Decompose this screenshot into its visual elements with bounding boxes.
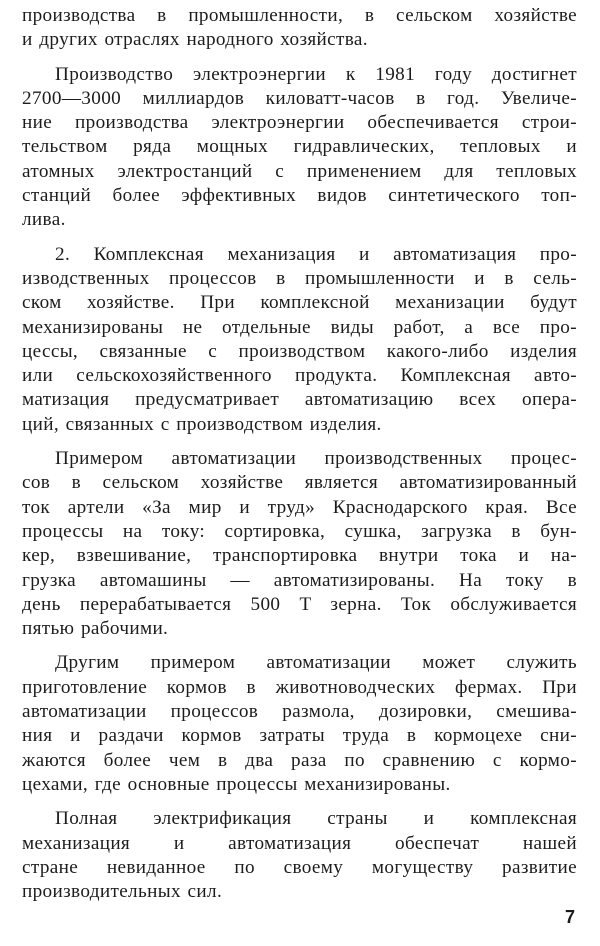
text-line: механизированы не отдельные виды работ, а все про- (22, 316, 577, 338)
paragraph-conclusion (22, 807, 577, 904)
paragraph-complex-mechanization (22, 243, 577, 437)
text-line: стране невиданное по своему могуществу развитие (22, 856, 577, 878)
text-line: лива. (22, 209, 66, 231)
text-line: цехами, где основные процессы механизированы. (22, 773, 451, 795)
text-line: ций, связанных с производством изделия. (22, 413, 382, 435)
text-line: грузка автомашины — автоматизированы. На току в (22, 569, 577, 591)
text-line: или сельскохозяйственного продукта. Комплексная авто- (22, 365, 577, 387)
text-line: Примером автоматизации производственных процес- (55, 448, 577, 470)
text-line: процессы на току: сортировка, сушка, загрузка в бун- (22, 520, 577, 542)
text-line: ние производства электроэнергии обеспечивается строи- (22, 112, 577, 134)
paragraph-continuation (22, 4, 577, 53)
text-line: день перерабатывается 500 T зерна. Ток обслуживается (22, 593, 577, 615)
text-line: производства в промышленности, в сельском хозяйстве (22, 5, 577, 26)
text-line: и других отраслях народного хозяйства. (22, 29, 368, 51)
text-line: приготовление кормов в животноводческих фермах. При (22, 676, 577, 698)
text-line: матизация предусматривает автоматизацию всех опера- (22, 389, 577, 411)
text-line: Производство электроэнергии к 1981 году достигнет (55, 63, 577, 85)
text-line: станций более эффективных видов синтетического топ- (22, 185, 577, 207)
text-line: пятью рабочими. (22, 618, 169, 640)
text-line: ток артели «За мир и труд» Краснодарского края. Все (22, 496, 577, 518)
text-line: механизация и автоматизация обеспечат нашей (22, 832, 577, 854)
text-line: тельством ряда мощных гидравлических, тепловых и (22, 136, 577, 158)
text-line: производительных сил. (22, 881, 223, 903)
page-number: 7 (565, 907, 576, 927)
text-line: атомных электростанций с применением для тепловых (22, 160, 577, 182)
text-line: изводственных процессов в промышленности и в сель- (22, 267, 577, 289)
text-line: Полная электрификация страны и комплексная (55, 808, 577, 830)
text-line: кер, взвешивание, транспортировка внутри тока и на- (22, 545, 577, 567)
text-line: автоматизации процессов размола, дозировки, смешива- (22, 701, 577, 723)
paragraph-feed-preparation (22, 651, 577, 797)
text-line: Другим примером автоматизации может служить (55, 652, 577, 674)
text-line: 2. Комплексная механизация и автоматизация про- (55, 243, 577, 265)
text-line: ния и раздачи кормов затраты труда в кормоцехе сни- (22, 725, 577, 747)
text-line: жаются более чем в два раза по сравнению с кормо- (22, 749, 577, 771)
text-line: ском хозяйстве. При комплексной механизации будут (22, 292, 577, 314)
document-page (22, 4, 577, 904)
text-line: цессы, связанные с производством какого-либо изделия (22, 340, 577, 362)
text-line: сов в сельском хозяйстве является автоматизированный (22, 472, 577, 494)
paragraph-agriculture-example (22, 447, 577, 641)
paragraph-electricity-production (22, 63, 577, 233)
text-line: 2700—3000 миллиардов киловатт-часов в год. Увеличе- (22, 87, 577, 109)
